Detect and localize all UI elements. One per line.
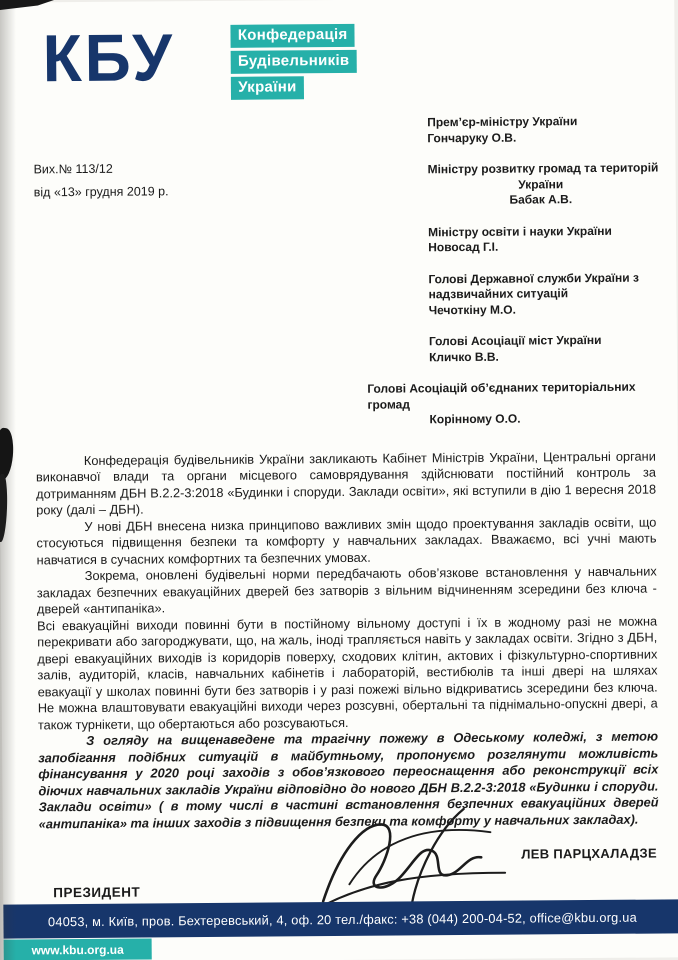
recipient-otg-association [367, 380, 655, 429]
reference-number: Вих.№ 113/12 [33, 161, 113, 177]
body-paragraph: Всі евакуаційні виходи повинні бути в постійному вільному доступі і їх в жодному разі не можна перекривати або загороджувати, що, на жаль, іноді трапляється навіть у закладах освіти. Згідно з ДБН, двері евакуаційних виходів із коридорів поверху, сходових клітин, актових і фізкультурно-спортивних залів, аудиторій, класів, навчальних кабінетів і лабораторій, вестибюлів та інші двері на шляхах евакуації у школах повинні бути без затворів і у разі пожежі вільно відкриватись зсередини без ключа. Не можна влаштовувати евакуаційні виходи через розсувні, обертальні та піднімально-опускні двері, а також турнікети, що обертаються або розсуваються. [37, 613, 658, 732]
address-row [33, 114, 659, 447]
reference-date: від «13» грудня 2019 р. [33, 184, 169, 200]
recipient-pm [427, 114, 653, 147]
letter-body [36, 448, 659, 832]
body-paragraph: Конфедерація будівельників України закликають Кабінет Міністрів України, Центральні органи виконавчої влади та органи місцевого самоврядування здійснювати постійний контроль за дотриманням ДБН В.2.2-3:2018 «Будинки і споруди. Заклади освіти», які вступили в дію 1 вересня 2018 року (далі – ДБН). [35, 448, 657, 518]
recipient-title: Голові Асоціацій об’єднаних територіальних [367, 379, 636, 396]
signer-name: ЛЕВ ПАРЦХАЛАДЗЕ [521, 845, 657, 862]
org-name-line: Конфедерація [231, 24, 355, 48]
recipient-name: Чечоткіну М.О. [428, 302, 516, 317]
org-name-line: Будівельників [231, 50, 357, 74]
recipient-min-communities [427, 160, 659, 209]
recipient-title: Голові Асоціації міст України [428, 332, 602, 349]
kbu-logo: КБУ [42, 19, 176, 96]
recipient-title: надзвичайних ситуацій [428, 286, 569, 302]
footer-website-bar [4, 938, 152, 960]
org-name-line: України [231, 76, 304, 100]
signature-row [39, 831, 660, 908]
letterhead [32, 10, 653, 105]
recipient-min-education [428, 223, 654, 256]
recipient-title: Міністру освіти і науки України [427, 223, 612, 239]
signer-title: ПРЕЗИДЕНТ [53, 884, 141, 901]
body-paragraph: У нові ДБН внесена низка принципово важливих змін щодо проектування закладів освіти, що стосуються підвищення безпеки та комфорту у навчальних закладах. Вважаємо, всі учні мають навчатися в сучасних комфортних та безпечних умовах. [36, 514, 657, 567]
recipients-block [367, 114, 659, 444]
recipient-name: Новосад Г.І. [428, 239, 499, 255]
recipient-title: Міністру розвитку громад та територій [427, 160, 659, 177]
recipient-name: Бабак А.В. [509, 192, 573, 207]
recipient-emergency-service [428, 270, 654, 318]
body-paragraph: Зокрема, оновлені будівельні норми передбачають обов’язкове встановлення у навчальних закладах безпечних евакуаційних дверей без затворів з вільним відчиненням зсередини без ключа - дверей «антипаніка». [36, 563, 657, 617]
recipient-title: Голові Державної служби України з [428, 270, 639, 286]
recipient-title: Прем’єр-міністру України [427, 114, 578, 130]
recipient-title: громад [367, 396, 410, 412]
recipient-name: Корінному О.О. [429, 411, 521, 427]
footer-address-bar [3, 899, 678, 938]
footer-address-text: 04053, м. Київ, пров. Бехтеревський, 4, оф. 20 тел./факс: +38 (044) 200-04-52, office@kbu.org.ua [47, 909, 637, 929]
footer-website-text: www.kbu.org.ua [31, 942, 124, 957]
recipient-name: Кличко В.В. [428, 349, 499, 364]
body-paragraph-emphasis: З огляду на вищенаведене та трагічну пожежу в Одеському коледжі, з метою запобігання подібних ситуацій в майбутньому, пропонуємо розглянути можливість фінансування у 2020 році заходів з обов’язкового переоснащення або реконструкції всіх діючих навчальних закладів України відповідно до нового ДБН В.2.2-3:2018 «Будинки і споруди. Заклади освіти» ( в тому числі в частині встановлення безпечних евакуаційних дверей «антипаніка» та інших заходів з підвищення безпеки та комфорту у навчальних закладах). [38, 728, 659, 831]
recipient-cities-association [429, 333, 655, 366]
recipient-title: України [518, 176, 564, 192]
outgoing-reference [33, 161, 170, 447]
org-name-block [231, 24, 357, 103]
recipient-name: Гончаруку О.В. [427, 130, 517, 145]
